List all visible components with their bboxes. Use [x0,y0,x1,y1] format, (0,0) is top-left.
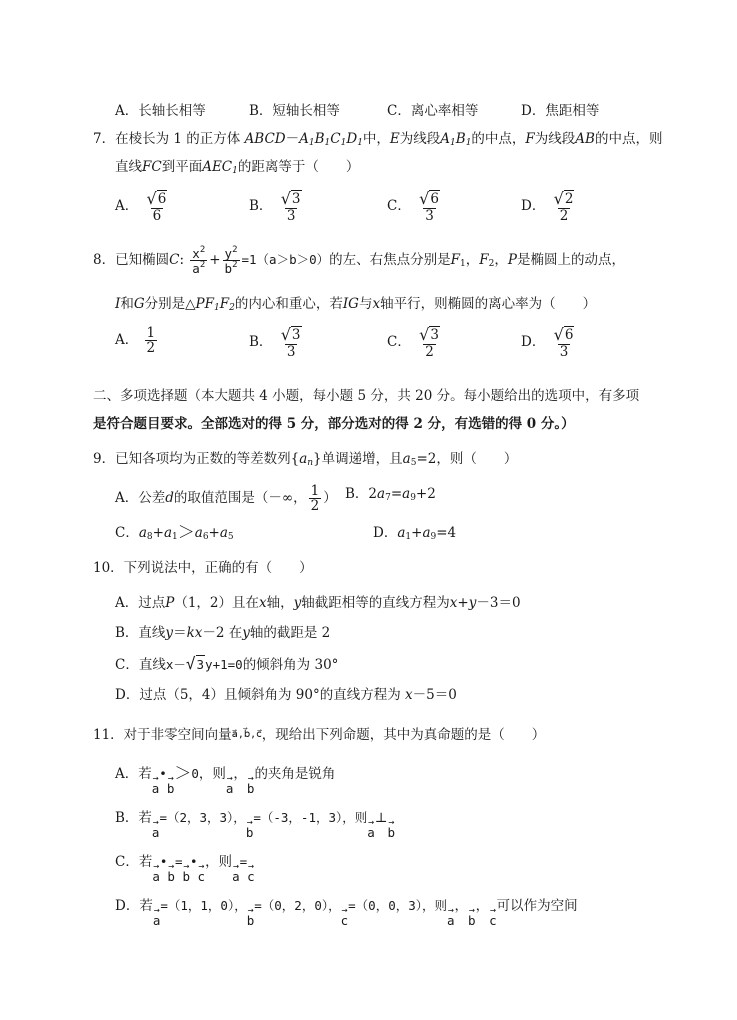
q7-line-1: 7．在棱长为 1 的正方体 $ABCD-A_1B_1C_1D_1$中，E为线段$A_1B_1$的中点，F为线段AB的中点，则 [93,131,663,148]
q8-line-1: 8．已知椭圆C: $\frac{x^2}{a^2}$ + $\frac{y^2}{b^2}$ =1（a＞b＞0）的左、右焦点分别是$F_1$，$F_2$，P是椭圆上的动点， [93,245,625,277]
q6-option-a: A．长轴长相等 [115,103,206,119]
q7-option-c: C． √ 6 3 [387,189,439,224]
q11-option-d: D．若 → a=（1，1，0）， → b=（0，2，0）， → c=（0，0，3），则 → a， → b， → c可以作为空间 [115,898,578,928]
q7-option-b: B． √ 3 3 [249,189,301,224]
section2-heading-line1: 二、多项选择题（本大题共 4 小题，每小题 5 分，共 20 分。每小题给出的选项中，有多项 [93,388,640,404]
q7-option-a: A． √ 6 6 [115,189,167,224]
q11-option-c: C．若 → a• → b= → b• → c，则 → a= → c [115,854,255,884]
q6-option-d: D．焦距相等 [521,103,600,119]
q9-option-b: B．$2a_7=a_9+2$ [345,486,436,503]
q10-option-c: C．直线x－ √ 3 y+1=0的倾斜角为 30° [115,654,339,673]
section2-heading-line2: 是符合题目要求。全部选对的得 5 分，部分选对的得 2 分，有选错的得 0 分。） [93,416,575,432]
q10-stem: 10．下列说法中，正确的有（ ） [93,560,313,576]
q6-option-c: C．离心率相等 [387,103,479,119]
q10-option-b: B．直线y＝kx－2 在y轴的截距是 2 [115,625,331,641]
q9-option-c: C．$a_8+a_1>a_6+a_5$ [115,523,234,543]
q9-stem: 9．已知各项均为正数的等差数列$\{a_n\}$单调递增，且$a_5=2$，则（ ） [93,451,518,468]
q11-option-a: A．若 → a• → b＞0，则 → a， → b的夹角是锐角 [115,764,336,796]
q8-option-b: B． √ 3 3 [249,325,301,360]
q7-line-2: 直线FC到平面$AEC_1$的距离等于（ ） [115,159,360,176]
q8-line-2: I和G分别是$\triangle PF_1F_2$的内心和重心，若IG与x轴平行，则椭圆的离心率为（ ） [115,296,597,313]
q6-option-b: B．短轴长相等 [249,103,340,119]
q10-option-d: D．过点（5，4）且倾斜角为 90°的直线方程为 x－5＝0 [115,687,457,703]
q11-option-b: B．若 → a=（2，3，3）， → b=（-3，-1，3），则 → a⊥ → b [115,810,396,840]
q9-option-d: D．$a_1+a_9=4$ [373,525,457,542]
q8-option-a: A． $\frac{1}{2}$ [115,325,156,357]
q10-option-a: A．过点P（1，2）且在x轴，y轴截距相等的直线方程为x+y－3＝0 [115,595,521,611]
q8-option-c: C． √ 3 2 [387,325,439,360]
q7-option-d: D． √ 2 2 [521,189,574,224]
q11-stem: 11．对于非零空间向量a⃗,b⃗,c⃗，现给出下列命题，其中为真命题的是（ ） [93,727,546,743]
q8-option-d: D． √ 6 3 [521,325,574,360]
q9-option-a: A．公差d的取值范围是（－∞， $\frac{1}{2}$ ） [115,483,337,515]
